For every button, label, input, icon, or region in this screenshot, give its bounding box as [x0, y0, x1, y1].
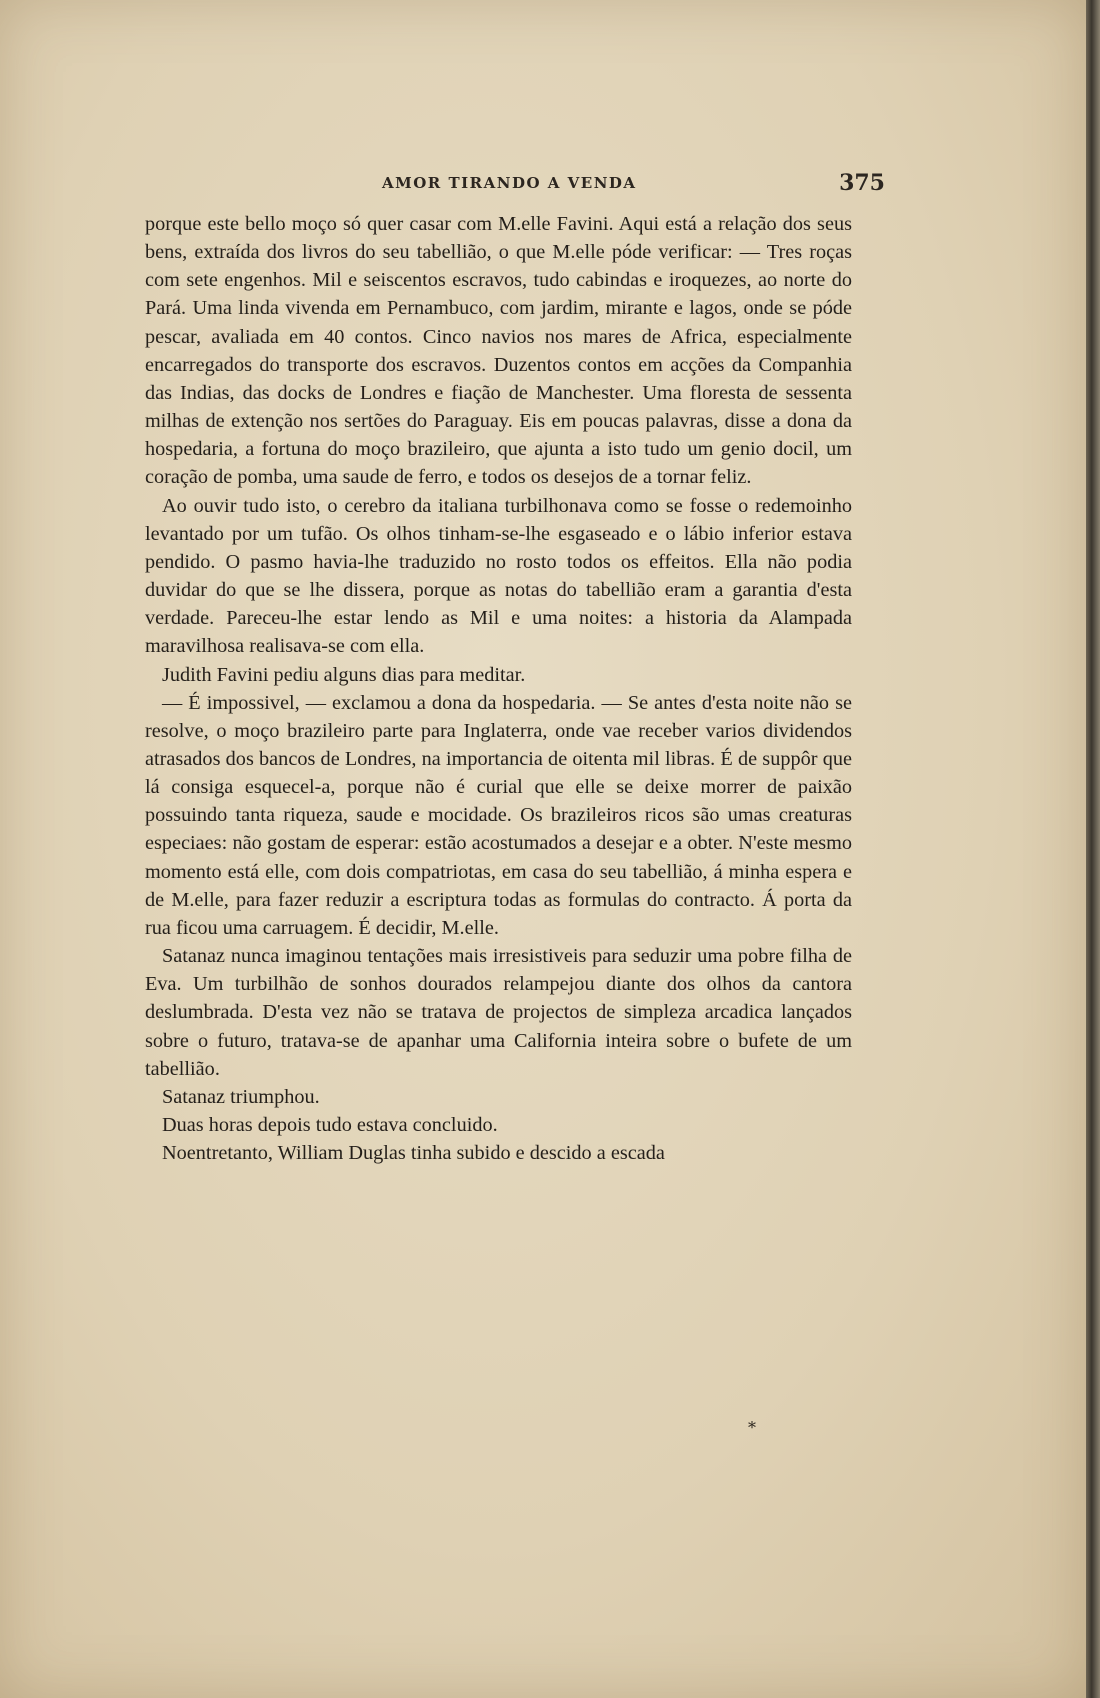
paragraph: Noentretanto, William Duglas tinha subido e descido a escada	[162, 1142, 665, 1165]
paragraph: — É impossivel, — exclamou a dona da hospedaria. — Se antes d'esta noite não se resolve, o moço brazileiro parte para Inglaterra, onde vae receber varios dividendos atrasados dos bancos de Londres, na importancia de oitenta mil libras. É de suppôr que lá consiga esquecel-a, porque não é curial que elle se deixe morrer de paixão possuindo tanta riqueza, saude e mocidade. Os brazileiros ricos são umas creaturas especiaes: não gostam de esperar: estão acostumados a desejar e a obter. N'este mesmo momento está elle, com dois compatriotas, em casa do seu tabellião, á minha espera e de M.elle, para fazer reduzir a escriptura todas as formulas do contracto. Á porta da rua ficou uma carruagem. É decidir, M.elle.	[145, 691, 852, 939]
book-binding-edge	[1086, 0, 1100, 1698]
signature-mark: *	[748, 1418, 756, 1437]
page-header	[145, 172, 885, 202]
paragraph: Ao ouvir tudo isto, o cerebro da italiana turbilhonava como se fosse o redemoinho levantado por um tufão. Os olhos tinham-se-lhe esgaseado e o lábio inferior estava pendido. O pasmo havia-lhe traduzido no rosto todos os effeitos. Ella não podia duvidar do que se lhe dissera, porque as notas do tabellião eram a garantia d'esta verdade. Pareceu-lhe estar lendo as Mil e uma noites: a historia da Alampada maravilhosa realisava-se com ella.	[145, 494, 852, 658]
paragraph: porque este bello moço só quer casar com M.elle Favini. Aqui está a relação dos seus bens, extraída dos livros do seu tabellião, o que M.elle póde verificar: — Tres roças com sete engenhos. Mil e seiscentos escravos, tudo cabindas e iroquezes, ao norte do Pará. Uma linda vivenda em Pernambuco, com jardim, mirante e lagos, onde se póde pescar, avaliada em 40 contos. Cinco navios nos mares de Africa, especialmente encarregados do transporte dos escravos. Duzentos contos em acções da Companhia das Indias, das docks de Londres e fiação de Manchester. Uma floresta de sessenta milhas de extenção nos sertões do Paraguay. Eis em poucas palavras, disse a dona da hospedaria, a fortuna do moço brazileiro, que ajunta a isto tudo um genio docil, um coração de pomba, uma saude de ferro, e todos os desejos de a tornar feliz.	[145, 213, 852, 489]
running-title: AMOR TIRANDO A VENDA	[382, 174, 637, 192]
paragraph: Judith Favini pediu alguns dias para meditar.	[162, 663, 526, 686]
paragraph: Satanaz nunca imaginou tentações mais irresistiveis para seduzir uma pobre filha de Eva. Um turbilhão de sonhos dourados relampejou diante dos olhos da cantora deslumbrada. D'esta vez não se tratava de projectos de simpleza arcadica lançados sobre o futuro, tratava-se de apanhar uma California inteira sobre o bufete de um tabellião.	[145, 945, 852, 1080]
paragraph: Satanaz triumphou.	[162, 1085, 320, 1108]
body-text	[145, 210, 852, 1167]
page-number: 375	[839, 170, 885, 196]
paragraph: Duas horas depois tudo estava concluido.	[162, 1114, 498, 1136]
